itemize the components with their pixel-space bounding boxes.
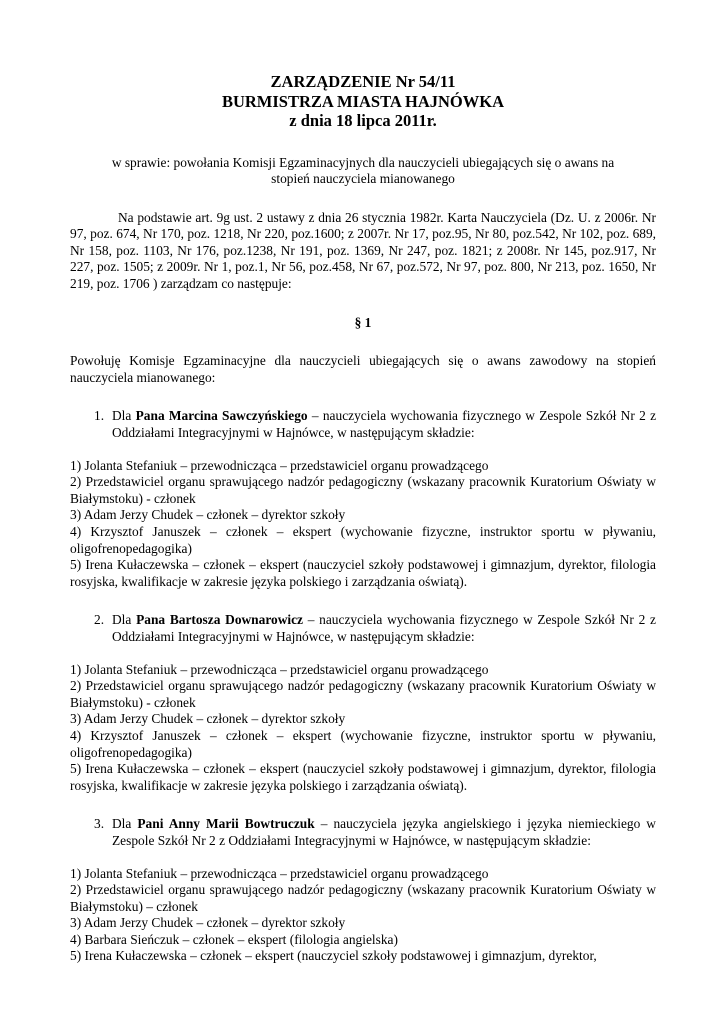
member-entry: 2) Przedstawiciel organu sprawującego nadzór pedagogiczny (wskazany pracownik Kuratorium Oświaty w Białymstoku) - członek bbox=[70, 474, 656, 506]
member-entry: 3) Adam Jerzy Chudek – członek – dyrektor szkoły bbox=[70, 915, 346, 931]
teacher-name: Pana Bartosza Downarowicz bbox=[136, 612, 303, 628]
lead-paragraph: Powołuję Komisje Egzaminacyjne dla nauczycieli ubiegających się o awans zawodowy na stopień nauczyciela mianowanego: bbox=[70, 353, 656, 385]
member-list bbox=[70, 662, 656, 795]
member-entry: 2) Przedstawiciel organu sprawującego nadzór pedagogiczny (wskazany pracownik Kuratorium Oświaty w Białymstoku) - członek bbox=[70, 678, 656, 710]
title-date: z dnia 18 lipca 2011r. bbox=[289, 111, 437, 130]
subject bbox=[70, 155, 656, 188]
member-list bbox=[70, 458, 656, 591]
item-prefix: Dla bbox=[112, 408, 136, 424]
member-entry: 3) Adam Jerzy Chudek – członek – dyrektor szkoły bbox=[70, 507, 346, 523]
member-entry: 2) Przedstawiciel organu sprawującego nadzór pedagogiczny (wskazany pracownik Kuratorium Oświaty w Białymstoku) – członek bbox=[70, 882, 656, 914]
item-description: – nauczyciela wychowania fizycznego w Zespole Szkół Nr 2 z Oddziałami Integracyjnymi w Hajnówce, w następującym składzie: bbox=[112, 408, 657, 441]
commission-item bbox=[70, 612, 656, 645]
item-description: – nauczyciela języka angielskiego i języka niemieckiego w Zespole Szkół Nr 2 z Oddziałami Integracyjnymi w Hajnówce, w następującym składzie: bbox=[112, 816, 656, 848]
member-entry: 1) Jolanta Stefaniuk – przewodnicząca – przedstawiciel organu prowadzącego bbox=[70, 865, 489, 881]
subject-line-1: w sprawie: powołania Komisji Egzaminacyjnych dla nauczycieli ubiegających się o awans na bbox=[111, 154, 615, 170]
member-entry: 5) Irena Kułaczewska – członek – ekspert (nauczyciel szkoły podstawowej i gimnazjum, dyrektor, bbox=[70, 948, 597, 964]
member-entry: 3) Adam Jerzy Chudek – członek – dyrektor szkoły bbox=[70, 711, 346, 727]
commission-item bbox=[70, 816, 656, 849]
document-page bbox=[70, 72, 656, 965]
paragraph-mark: § 1 bbox=[354, 314, 372, 330]
member-list bbox=[70, 866, 656, 966]
item-number: 3. bbox=[94, 816, 105, 832]
item-number: 2. bbox=[94, 612, 105, 628]
member-entry: 1) Jolanta Stefaniuk – przewodnicząca – przedstawiciel organu prowadzącego bbox=[70, 661, 489, 677]
commission-item bbox=[70, 408, 656, 441]
item-text bbox=[112, 816, 656, 849]
title-line-2: BURMISTRZA MIASTA HAJNÓWKA bbox=[221, 91, 505, 111]
teacher-name: Pani Anny Marii Bowtruczuk bbox=[137, 816, 315, 832]
legal-basis: Na podstawie art. 9g ust. 2 ustawy z dnia 26 stycznia 1982r. Karta Nauczyciela (Dz. U. z 2006r. Nr 97, poz. 674, Nr 170, poz. 1218, Nr 220, poz.1600; z 2007r. Nr 17, poz.95, Nr 80, poz.542, Nr 102, poz. 689, Nr 158, poz. 1103, Nr 176, poz.1238, Nr 191, poz. 1369, Nr 247, poz. 1821; z 2008r. Nr 145, poz.917, Nr 227, poz. 1505; z 2009r. Nr 1, poz.1, Nr 56, poz.458, Nr 67, poz.572, Nr 97, poz. 800, Nr 213, poz. 1650, Nr 219, poz. 1706 ) zarządzam co następuje: bbox=[70, 209, 656, 292]
member-entry: 5) Irena Kułaczewska – członek – ekspert (nauczyciel szkoły podstawowej i gimnazjum, dyrektor, filologia rosyjska, kwalifikacje w zakresie języka polskiego i zarządzania oświatą). bbox=[70, 557, 656, 589]
item-text bbox=[112, 408, 656, 441]
item-prefix: Dla bbox=[112, 816, 138, 832]
member-entry: 1) Jolanta Stefaniuk – przewodnicząca – przedstawiciel organu prowadzącego bbox=[70, 457, 489, 473]
member-entry: 4) Krzysztof Januszek – członek – ekspert (wychowanie fizyczne, instruktor sportu w pływaniu, oligofrenopedagogika) bbox=[70, 524, 656, 556]
member-entry: 5) Irena Kułaczewska – członek – ekspert (nauczyciel szkoły podstawowej i gimnazjum, dyrektor, filologia rosyjska, kwalifikacje w zakresie języka polskiego i zarządzania oświatą). bbox=[70, 761, 656, 793]
title-line-1: ZARZĄDZENIE Nr 54/11 bbox=[270, 72, 456, 91]
item-number: 1. bbox=[94, 408, 105, 424]
item-text bbox=[112, 612, 656, 645]
document-title bbox=[70, 72, 656, 131]
teacher-name: Pana Marcina Sawczyńskiego bbox=[135, 408, 308, 424]
subject-line-2: stopień nauczyciela mianowanego bbox=[271, 171, 455, 187]
item-description: – nauczyciela wychowania fizycznego w Zespole Szkół Nr 2 z Oddziałami Integracyjnymi w Hajnówce, w następującym składzie: bbox=[112, 612, 656, 644]
member-entry: 4) Barbara Sieńczuk – członek – ekspert (filologia angielska) bbox=[70, 931, 398, 947]
member-entry: 4) Krzysztof Januszek – członek – ekspert (wychowanie fizyczne, instruktor sportu w pływaniu, oligofrenopedagogika) bbox=[70, 727, 656, 760]
item-prefix: Dla bbox=[112, 612, 137, 628]
